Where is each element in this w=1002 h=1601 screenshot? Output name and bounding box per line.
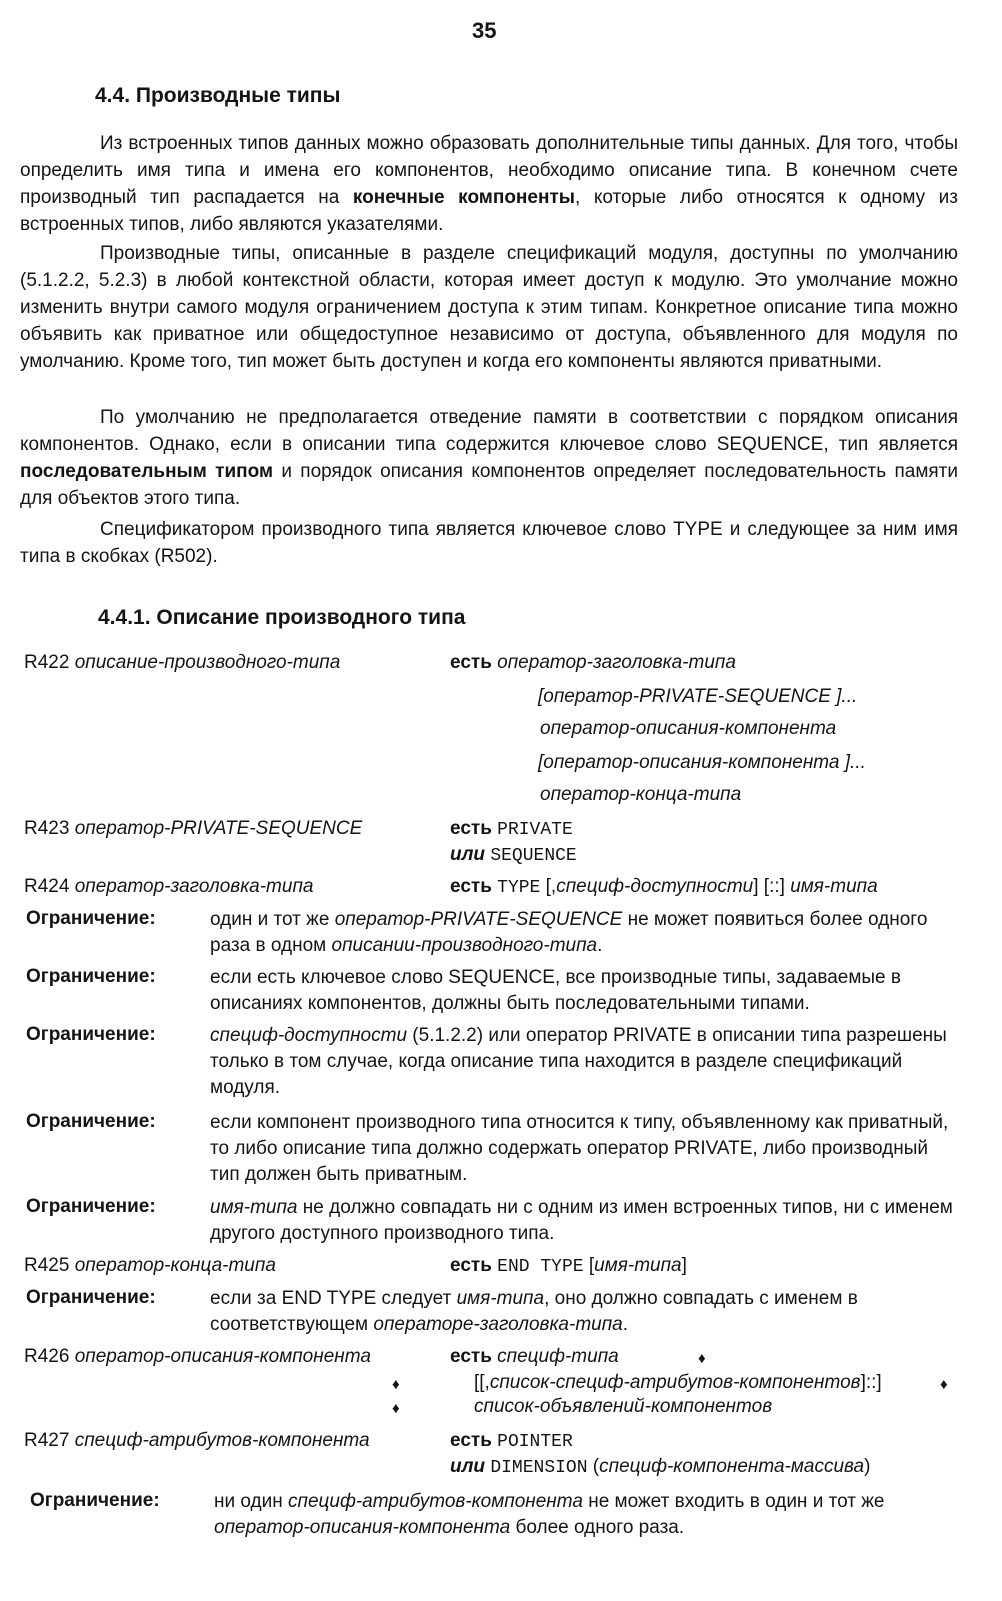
- rule-r427-kw2: или: [450, 1456, 486, 1477]
- term-final-components: конечные компоненты: [352, 187, 575, 208]
- page-number: 35: [472, 18, 497, 43]
- constraint-7-c: не может входить в один и тот же: [582, 1491, 885, 1512]
- constraint-7-b: специф-атрибутов-компонента: [288, 1491, 583, 1512]
- diamond-marker: ♦: [392, 1400, 400, 1417]
- constraint-1: [210, 907, 960, 959]
- paragraph-4: Спецификатором производного типа является ключевое слово TYPE и следующее за ним имя типа в скобках (R502).: [20, 519, 958, 567]
- constraint-5-b: не должно совпадать ни с одним из имен встроенных типов, ни с именем другого доступного производного типа.: [210, 1197, 953, 1244]
- rule-r426-r1: [[,: [474, 1372, 490, 1393]
- rule-r424-r4: имя-типа: [790, 876, 878, 897]
- rule-r425-r1: [: [583, 1255, 595, 1276]
- rule-r426-rhs1: специф-типа: [497, 1346, 619, 1367]
- rule-r425-code: END TYPE: [497, 1257, 584, 1277]
- rule-r426-name: оператор-описания-компонента: [74, 1346, 371, 1367]
- constraint-6: [210, 1286, 960, 1338]
- constraint-label: Ограничение:: [30, 1490, 160, 1511]
- rule-r422-lhs: [24, 652, 340, 674]
- constraint-6-a: если за END TYPE следует: [210, 1288, 457, 1309]
- rule-r427-pointer: POINTER: [497, 1432, 573, 1452]
- rule-r422-rhs-4: [оператор-описания-компонента ]...: [538, 752, 866, 773]
- rule-r426-kw: есть: [450, 1346, 492, 1367]
- constraint-6-b: имя-типа: [456, 1288, 545, 1309]
- rule-r425-lhs: [24, 1255, 276, 1277]
- paragraph-3: [20, 404, 958, 512]
- rule-r422-name: описание-производного-типа: [74, 652, 341, 673]
- constraint-5-a: имя-типа: [210, 1197, 298, 1218]
- rule-r423-id: R423: [24, 818, 70, 839]
- rule-r427-name: специф-атрибутов-компонента: [74, 1430, 370, 1451]
- constraint-1-b: оператор-PRIVATE-SEQUENCE: [334, 909, 623, 930]
- rule-r426-lhs: [24, 1346, 371, 1368]
- term-sequential-type: последовательным типом: [20, 461, 274, 482]
- constraint-2: если есть ключевое слово SEQUENCE, все производные типы, задаваемые в описаниях компонентов, должны быть последовательными типами.: [210, 967, 901, 1014]
- rule-r423-lhs: [24, 818, 362, 840]
- rule-r424-lhs: [24, 876, 313, 898]
- constraint-3-b: (5.1.2.2) или оператор PRIVATE в описании типа разрешены только в том случае, когда описание типа находится в разделе спецификаций модуля.: [210, 1025, 947, 1098]
- constraint-label: Ограничение:: [26, 1196, 156, 1217]
- rule-r424-name: оператор-заголовка-типа: [74, 876, 314, 897]
- constraint-7-d: оператор-описания-компонента: [214, 1517, 511, 1538]
- section-heading: 4.4. Производные типы: [95, 84, 341, 107]
- rule-r424-kw: есть: [450, 876, 492, 897]
- rule-r424-id: R424: [24, 876, 70, 897]
- rule-r426-r2: список-специф-атрибутов-компонентов: [489, 1372, 861, 1393]
- paragraph-3-text-a: По умолчанию не предполагается отведение памяти в соответствии с порядком описания компонентов. Однако, если в описании типа содержится ключевое слово SEQUENCE, тип является: [20, 407, 958, 455]
- paragraph-2: Производные типы, описанные в разделе спецификаций модуля, доступны по умолчанию (5.1.2.2, 5.2.3) в любой контекстной области, которая имеет доступ к модулю. Это умолчание можно изменить внутри самого модуля ограничением доступа к этим типам. Конкретное описание типа можно объявить как приватное или общедоступное независимо от доступа, объявленного для модуля по умолчанию. Кроме того, тип может быть доступен и когда его компоненты являются приватными.: [20, 243, 958, 372]
- constraint-1-d: описании-производного-типа: [331, 935, 598, 956]
- constraint-1-a: один и тот же: [210, 909, 335, 930]
- rule-r427-r1: (: [587, 1456, 600, 1477]
- diamond-marker: ♦: [392, 1376, 400, 1393]
- rule-r425-kw: есть: [450, 1255, 492, 1276]
- rule-r427-alt-2: [450, 1456, 870, 1478]
- rule-r426-rhs-1: [450, 1346, 619, 1368]
- rule-r425-r3: ]: [681, 1255, 687, 1276]
- rule-r427-alt-1: [450, 1430, 573, 1452]
- rule-r427-r2: специф-компонента-массива: [599, 1456, 865, 1477]
- constraint-label: Ограничение:: [26, 1024, 156, 1045]
- paragraph-1-text-a: Из встроенных типов данных можно образовать дополнительные типы данных. Для того, чтобы определить имя типа и имена его компонентов, необходимо описание типа. В конечном счете производный тип распадается на: [20, 133, 958, 208]
- rule-r423-name: оператор-PRIVATE-SEQUENCE: [74, 818, 363, 839]
- constraint-1-e: .: [597, 935, 603, 956]
- diamond-marker: ♦: [698, 1350, 706, 1367]
- rule-r424-r3: ] [::]: [753, 876, 791, 897]
- constraint-5: [210, 1195, 960, 1247]
- rule-r423-kw2: или: [450, 844, 486, 865]
- constraint-label: Ограничение:: [26, 1111, 156, 1132]
- rule-r424-code: TYPE: [497, 878, 541, 898]
- constraint-label: Ограничение:: [26, 1287, 156, 1308]
- constraint-7: [214, 1489, 960, 1541]
- paragraph-3-text-b: и порядок описания компонентов определяет последовательность памяти для объектов этого типа.: [20, 461, 958, 509]
- rule-r422-rhs-2: [оператор-PRIVATE-SEQUENCE ]...: [538, 686, 858, 707]
- rule-r422-id: R422: [24, 652, 70, 673]
- rule-r426-r3: ]::]: [860, 1372, 882, 1393]
- rule-r427-lhs: [24, 1430, 370, 1452]
- diamond-marker: ♦: [940, 1376, 948, 1393]
- constraint-6-e: .: [622, 1314, 629, 1335]
- constraint-3: [210, 1023, 960, 1101]
- constraint-7-a: ни один: [214, 1491, 289, 1512]
- rule-r427-r3: ): [864, 1456, 871, 1477]
- constraint-6-c: , оно должно совпадать с именем в соответствующем: [210, 1288, 858, 1335]
- constraint-label: Ограничение:: [26, 966, 156, 987]
- paragraph-1-text-b: , которые либо относятся к одному из встроенных типов, либо являются указателями.: [20, 187, 958, 235]
- rule-r426-rhs-3: список-объявлений-компонентов: [474, 1396, 773, 1417]
- rule-r423-sequence: SEQUENCE: [490, 846, 577, 866]
- rule-r426-rhs-2: [474, 1372, 882, 1394]
- rule-r424-r2: специф-доступности: [556, 876, 754, 897]
- constraint-label: Ограничение:: [26, 908, 156, 929]
- constraint-4: если компонент производного типа относится к типу, объявленному как приватный, то либо описание типа должно содержать оператор PRIVATE, либо производный тип должен быть приватным.: [210, 1112, 949, 1185]
- rule-r422-rhs1: оператор-заголовка-типа: [497, 652, 736, 673]
- rule-r425-rhs: [450, 1255, 687, 1277]
- constraint-6-d: операторе-заголовка-типа: [373, 1314, 623, 1335]
- constraint-1-c: не может появиться более одного раза в одном: [210, 909, 928, 956]
- rule-r424-rhs: [450, 876, 878, 898]
- rule-r424-r1: [,: [540, 876, 557, 897]
- constraint-7-e: более одного раза.: [510, 1517, 685, 1538]
- rule-r427-id: R427: [24, 1430, 70, 1451]
- rule-r422-rhs-5: оператор-конца-типа: [540, 784, 742, 805]
- rule-r425-name: оператор-конца-типа: [74, 1255, 276, 1276]
- rule-r422-kw: есть: [450, 652, 492, 673]
- subsection-heading: 4.4.1. Описание производного типа: [98, 606, 466, 629]
- rule-r423-alt-1: [450, 818, 573, 840]
- rule-r425-id: R425: [24, 1255, 70, 1276]
- rule-r426-id: R426: [24, 1346, 70, 1367]
- rule-r423-kw1: есть: [450, 818, 492, 839]
- paragraph-1: [20, 130, 958, 238]
- rule-r422-rhs-3: оператор-описания-компонента: [540, 718, 837, 739]
- constraint-3-a: специф-доступности: [210, 1025, 408, 1046]
- rule-r427-dimension: DIMENSION: [490, 1458, 588, 1478]
- rule-r422-rhs-1: [450, 652, 736, 674]
- rule-r425-r2: имя-типа: [594, 1255, 682, 1276]
- rule-r427-kw1: есть: [450, 1430, 492, 1451]
- rule-r423-alt-2: [450, 844, 577, 866]
- rule-r423-private: PRIVATE: [497, 820, 573, 840]
